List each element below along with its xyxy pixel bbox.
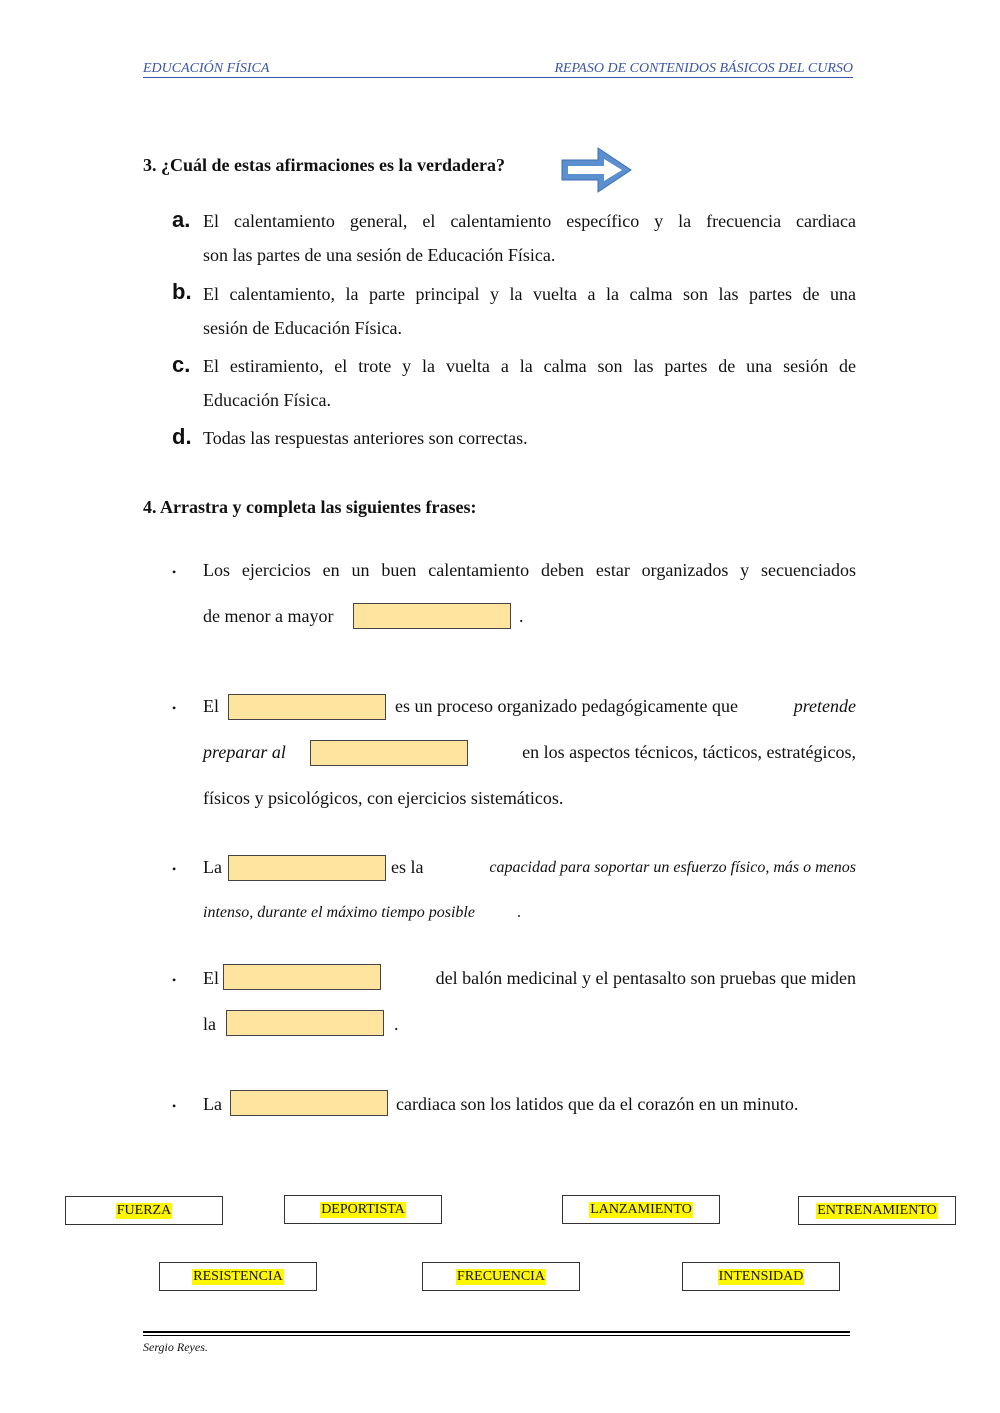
option-d-letter: d. (172, 424, 192, 449)
bullet-icon: • (172, 973, 177, 987)
s4-mid: del balón medicinal y el pentasalto son pruebas que miden (435, 968, 856, 988)
s2-rest: en los aspectos técnicos, tácticos, estratégicos, (522, 742, 856, 762)
s2-line3: físicos y psicológicos, con ejercicios sistemáticos. (203, 788, 564, 808)
option-a[interactable]: El calentamiento general, el calentamiento específico y la frecuencia cardiaca son las partes de una sesión de Educación Física. (203, 211, 856, 265)
word-chip-entrenamiento[interactable]: ENTRENAMIENTO (798, 1196, 956, 1225)
s3-dot: . (517, 904, 521, 921)
drop-zone-2[interactable] (228, 694, 386, 720)
arrow-right-icon (560, 146, 634, 194)
drop-zone-3[interactable] (310, 740, 468, 766)
s1-post: . (519, 606, 524, 626)
drop-zone-6[interactable] (226, 1010, 384, 1036)
bullet-icon: • (172, 701, 177, 715)
question-4-title: 4. Arrastra y completa las siguientes frases: (143, 497, 477, 517)
option-b[interactable]: El calentamiento, la parte principal y la vuelta a la calma son las partes de una sesión de Educación Física. (203, 284, 856, 338)
word-chip-fuerza[interactable]: FUERZA (65, 1196, 223, 1225)
word-chip-deportista[interactable]: DEPORTISTA (284, 1195, 442, 1224)
word-chip-resistencia[interactable]: RESISTENCIA (159, 1262, 317, 1291)
header-topic: REPASO DE CONTENIDOS BÁSICOS DEL CURSO (554, 61, 853, 76)
s3-la: La (203, 857, 222, 877)
footer-author: Sergio Reyes. (143, 1340, 208, 1354)
word-chip-frecuencia[interactable]: FRECUENCIA (422, 1262, 580, 1291)
s1-pre: de menor a mayor (203, 606, 334, 626)
header-divider (143, 77, 853, 78)
s3-def1: capacidad para soportar un esfuerzo físico, más o menos (489, 859, 856, 876)
option-d[interactable]: Todas las respuestas anteriores son correctas. (203, 428, 528, 448)
s2-pretende: pretende (793, 696, 856, 716)
s4-la: la (203, 1014, 216, 1034)
bullet-icon: • (172, 565, 177, 579)
drop-zone-4[interactable] (228, 855, 386, 881)
s4-dot: . (394, 1014, 399, 1034)
drop-zone-7[interactable] (230, 1090, 388, 1116)
word-chip-lanzamiento[interactable]: LANZAMIENTO (562, 1195, 720, 1224)
bullet-icon: • (172, 1099, 177, 1113)
option-b-letter: b. (172, 279, 192, 304)
s3-def2: intenso, durante el máximo tiempo posible (203, 904, 475, 921)
s2-preparar: preparar al (203, 742, 286, 762)
s2-el: El (203, 696, 219, 716)
s4-el: El (203, 968, 219, 988)
option-c[interactable]: El estiramiento, el trote y la vuelta a la calma son las partes de una sesión de Educación Física. (203, 356, 856, 410)
question-3-title: 3. ¿Cuál de estas afirmaciones es la verdadera? (143, 155, 505, 175)
drop-zone-5[interactable] (223, 964, 381, 990)
bullet-icon: • (172, 862, 177, 876)
option-c-letter: c. (172, 352, 191, 377)
drop-zone-1[interactable] (353, 603, 511, 629)
header-subject: EDUCACIÓN FÍSICA (143, 61, 270, 76)
s1-line1: Los ejercicios en un buen calentamiento deben estar organizados y secuenciados (203, 560, 856, 580)
word-chip-intensidad[interactable]: INTENSIDAD (682, 1262, 840, 1291)
s5-rest: cardiaca son los latidos que da el corazón en un minuto. (396, 1094, 799, 1114)
footer-divider-thin (143, 1335, 850, 1336)
s5-la: La (203, 1094, 222, 1114)
s2-mid: es un proceso organizado pedagógicamente que (395, 696, 739, 716)
footer-divider (143, 1331, 850, 1333)
option-a-letter: a. (172, 207, 191, 232)
s3-es: es la (391, 857, 424, 877)
